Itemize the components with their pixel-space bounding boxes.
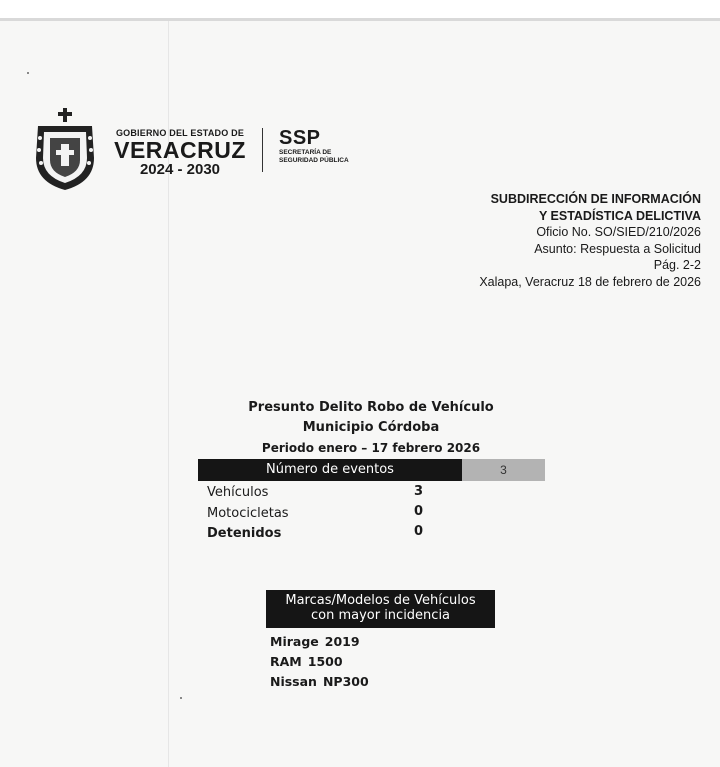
row-value-detained: 0 <box>414 524 424 539</box>
municipality: Municipio Córdoba <box>302 420 440 435</box>
government-logo <box>114 128 246 178</box>
term-years: 2024 - 2030 <box>139 161 221 178</box>
brand-model: 2019 <box>324 634 360 649</box>
state-name: VERACRUZ <box>114 137 246 163</box>
row-value-motorcycles: 0 <box>414 504 424 519</box>
gov-line: GOBIERNO DEL ESTADO DE <box>115 128 245 138</box>
dept-line-1: SUBDIRECCIÓN DE INFORMACIÓN <box>490 192 701 206</box>
document-page <box>0 21 720 767</box>
veracruz-seal-icon <box>32 108 98 192</box>
place-date: Xalapa, Veracruz 18 de febrero de 2026 <box>479 274 701 289</box>
brand-model: NP300 <box>322 674 369 689</box>
brands-header <box>266 590 495 628</box>
page-number: Pág. 2-2 <box>653 258 701 272</box>
logo-divider <box>262 128 263 172</box>
office-number: Oficio No. SO/SIED/210/2026 <box>536 225 701 239</box>
brand-name: RAM <box>270 654 302 669</box>
list-item <box>270 654 343 669</box>
brands-header-line-1: Marcas/Modelos de Vehículos <box>285 593 476 608</box>
report-title-block <box>218 398 524 458</box>
row-label-vehicles: Vehículos <box>207 485 269 500</box>
row-value-vehicles: 3 <box>414 484 424 499</box>
events-label: Número de eventos <box>198 459 462 481</box>
viewer-top-bar <box>0 0 720 21</box>
scan-speck <box>27 72 29 74</box>
list-item <box>270 634 360 649</box>
brand-name: Mirage <box>270 634 319 649</box>
brands-header-line-2: con mayor incidencia <box>310 608 451 623</box>
report-title: Presunto Delito Robo de Vehículo <box>248 400 494 415</box>
dept-line-2: Y ESTADÍSTICA DELICTIVA <box>538 208 701 223</box>
agency-sub-1: SECRETARÍA DE <box>279 149 332 156</box>
period: Periodo enero – 17 febrero 2026 <box>261 441 481 455</box>
row-label-detained: Detenidos <box>207 526 282 541</box>
subject-line: Asunto: Respuesta a Solicitud <box>534 241 701 256</box>
events-value: 3 <box>462 459 545 481</box>
reference-block <box>479 191 701 290</box>
agency-acronym: SSP <box>279 127 321 149</box>
scan-speck <box>180 697 182 699</box>
row-label-motorcycles: Motocicletas <box>207 506 289 521</box>
ssp-logo <box>279 127 349 165</box>
brand-model: 1500 <box>307 654 343 669</box>
brand-name: Nissan <box>270 674 317 689</box>
list-item <box>270 674 369 689</box>
agency-sub-2: SEGURIDAD PÚBLICA <box>279 157 349 164</box>
